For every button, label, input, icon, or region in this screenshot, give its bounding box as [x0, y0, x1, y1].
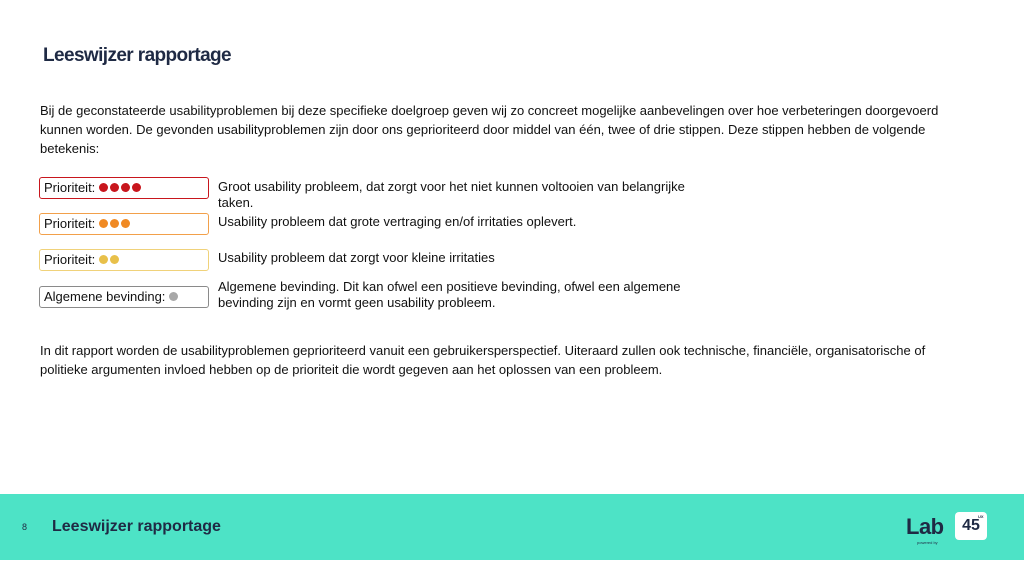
priority-dot: [110, 219, 119, 228]
logo-sup: UX: [978, 514, 984, 519]
legend-box: [39, 213, 209, 235]
logo-number: 45: [955, 512, 987, 540]
legend-box: [39, 286, 209, 308]
priority-dot: [99, 219, 108, 228]
lab45-logo: [906, 511, 990, 545]
legend-row-priority-medium: [39, 213, 739, 237]
priority-dot: [169, 292, 178, 301]
priority-dots: [169, 287, 180, 307]
legend-label: Algemene bevinding:: [44, 289, 166, 304]
legend-description: Groot usability probleem, dat zorgt voor het niet kunnen voltooien van belangrijke taken.: [218, 179, 685, 210]
footer-title: Leeswijzer rapportage: [52, 518, 221, 535]
legend-label: Prioriteit:: [44, 180, 96, 195]
priority-dots: [99, 250, 121, 270]
bottom-strip: [0, 560, 1024, 576]
priority-dot: [110, 255, 119, 264]
footer-bar: [0, 494, 1024, 560]
page-title: Leeswijzer rapportage: [43, 45, 232, 66]
legend-row-priority-high: [39, 177, 739, 210]
intro-paragraph: Bij de geconstateerde usabilityproblemen bij deze specifieke doelgroep geven wij zo concreet mogelijke aanbevelingen over hoe verbeteringen doorgevoerd kunnen worden. De gevonden usabilityproblemen zijn door ons geprioriteerd door middel van één, twee of drie stippen. Deze stippen hebben de volgende betekenis:: [40, 103, 939, 156]
legend-box: [39, 249, 209, 271]
priority-dot: [110, 183, 119, 192]
legend-row-general-finding: [39, 279, 739, 310]
priority-dot: [121, 183, 130, 192]
priority-dot: [132, 183, 141, 192]
outro-paragraph: In dit rapport worden de usabilityproblemen geprioriteerd vanuit een gebruikersperspectief. Uiteraard zullen ook technische, financiële, organisatorische of politieke argumenten invloed hebben op de prioriteit die wordt gegeven aan het oplossen van een probleem.: [40, 343, 926, 377]
legend-label: Prioriteit:: [44, 216, 96, 231]
priority-dots: [99, 178, 143, 198]
logo-text: Lab: [906, 514, 944, 539]
legend-row-priority-low: [39, 249, 739, 273]
legend-description: Usability probleem dat zorgt voor kleine irritaties: [218, 250, 495, 265]
legend-box: [39, 177, 209, 199]
priority-dot: [121, 219, 130, 228]
priority-dot: [99, 255, 108, 264]
priority-dots: [99, 214, 132, 234]
legend-description: Usability probleem dat grote vertraging en/of irritaties oplevert.: [218, 214, 577, 229]
legend-description: Algemene bevinding. Dit kan ofwel een positieve bevinding, ofwel een algemene bevinding zijn en vormt geen usability probleem.: [218, 279, 681, 310]
page-number: 8: [22, 522, 28, 532]
priority-dot: [99, 183, 108, 192]
logo-tagline: powered by: [917, 540, 938, 545]
legend-label: Prioriteit:: [44, 252, 96, 267]
